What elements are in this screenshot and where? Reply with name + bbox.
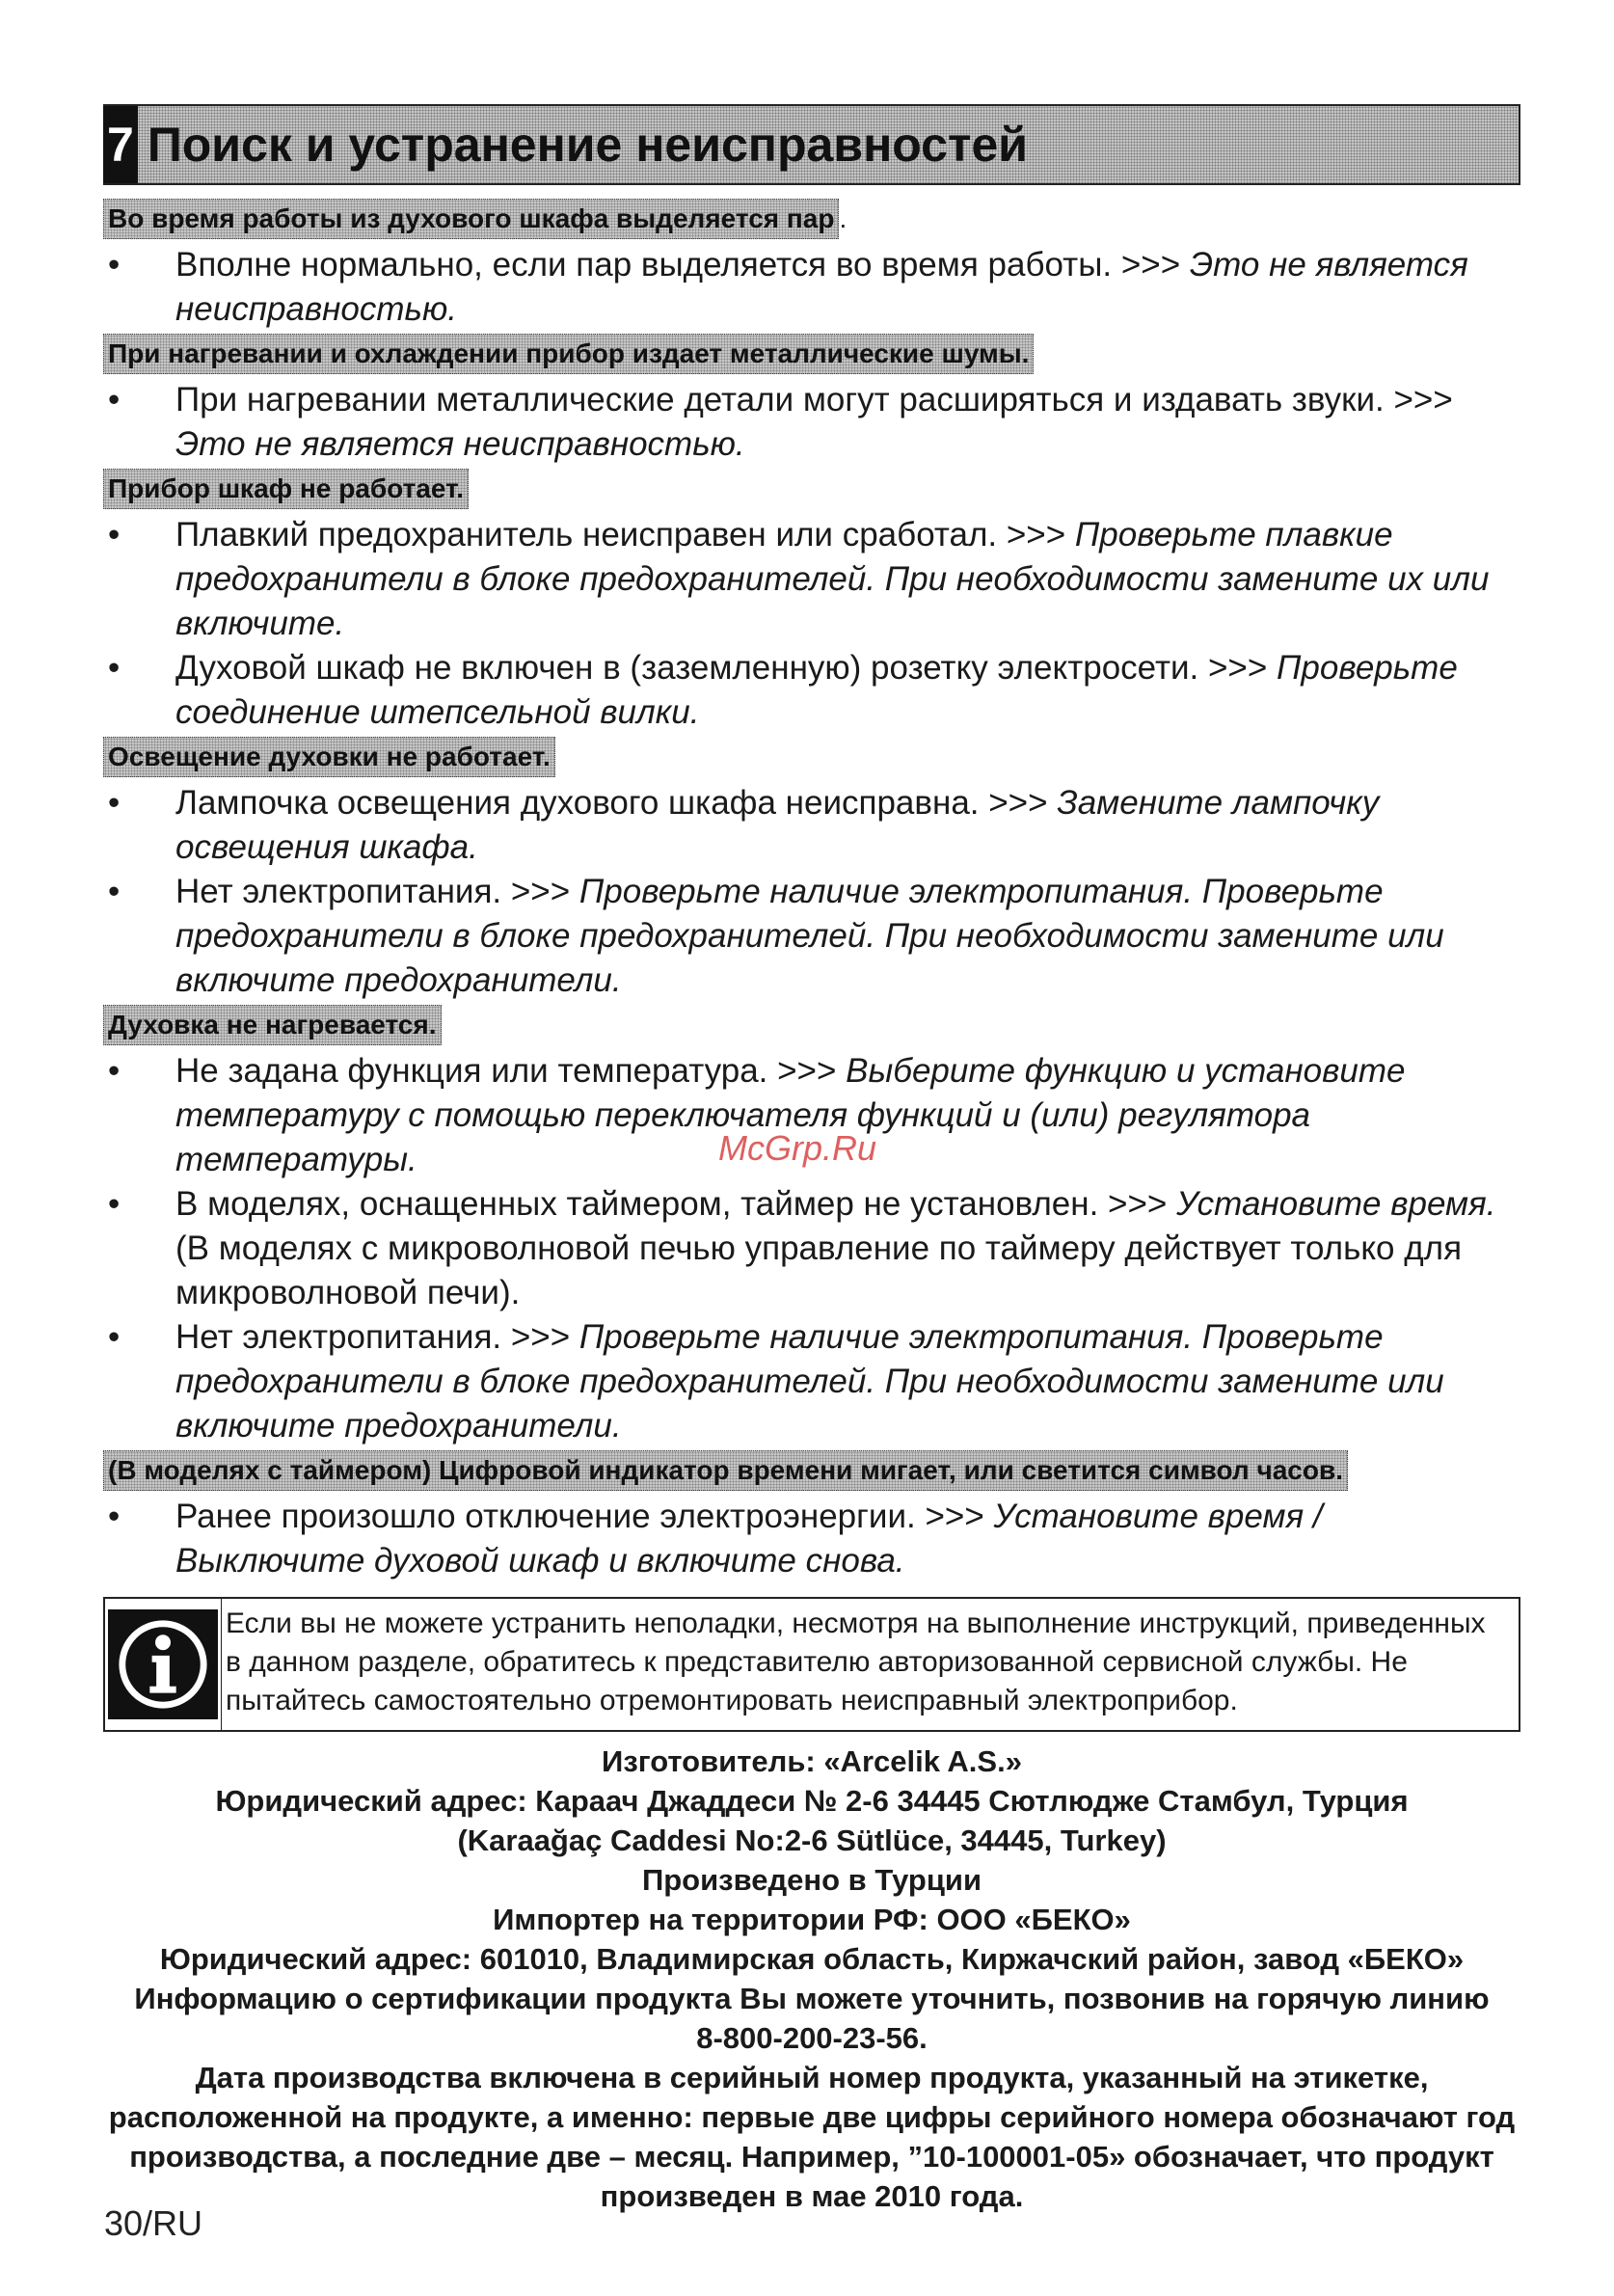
section-heading: Прибор шкаф не работает.: [103, 469, 469, 509]
list-item: [103, 646, 1520, 735]
section-heading-row: [103, 1450, 1520, 1491]
section-items: [103, 378, 1520, 467]
solution: Выберите функцию и установите температуру с помощью переключателя функций и (или) регулятора температуры.: [175, 1052, 1406, 1178]
solution: Проверьте наличие электропитания. Проверьте предохранители в блоке предохранителей. При необходимости замените или включите предохранители.: [175, 873, 1444, 999]
solution: Установите время / Выключите духовой шкаф и включите снова.: [175, 1498, 1323, 1580]
info-note-text: Если вы не можете устранить неполадки, несмотря на выполнение инструкций, приведенных в данном разделе, обратитесь к представителю авторизованной сервисной службы. Не пытайтесь самостоятельно отремонтировать неисправный электроприбор.: [226, 1607, 1486, 1716]
manufacturer-line: 8-800-200-23-56.: [696, 2021, 928, 2055]
section-heading: (В моделях с таймером) Цифровой индикатор времени мигает, или светится символ часов.: [103, 1450, 1348, 1491]
bullet: •: [108, 1498, 121, 1535]
problem-cause: Нет электропитания. >>>: [175, 873, 571, 910]
section-heading-row: [103, 199, 1520, 239]
list-item: [103, 243, 1520, 332]
section-items: [103, 1495, 1520, 1583]
bullet: •: [108, 784, 121, 822]
troubleshooting-sections: [103, 199, 1520, 1583]
watermark: McGrp.Ru: [718, 1128, 877, 1168]
bullet: •: [108, 246, 121, 284]
solution: Замените лампочку освещения шкафа.: [175, 784, 1380, 866]
chapter-title: Поиск и устранение неисправностей: [147, 118, 1028, 172]
manufacturer-line: Юридический адрес: 601010, Владимирская область, Киржачский район, завод «БЕКО»: [159, 1942, 1465, 1976]
page-number: 30/RU: [104, 2203, 203, 2243]
chapter-header: [103, 104, 1520, 185]
problem-cause: Духовой шкаф не включен в (заземленную) розетку электросети. >>>: [175, 649, 1268, 687]
item-extra-note: (В моделях с микроволновой печью управление по таймеру действует только для микроволновой печи).: [175, 1229, 1463, 1311]
bullet: •: [108, 1318, 121, 1356]
chapter-number: 7: [103, 106, 138, 183]
list-item: [103, 513, 1520, 646]
problem-cause: В моделях, оснащенных таймером, таймер не установлен. >>>: [175, 1185, 1168, 1223]
list-item: [103, 781, 1520, 870]
manufacturer-line: Произведено в Турции: [641, 1863, 982, 1897]
manufacturer-line: (Karaağaç Caddesi No:2-6 Sütlüce, 34445, Turkey): [457, 1823, 1167, 1857]
list-item: [103, 870, 1520, 1003]
bullet: •: [108, 649, 121, 687]
bullet: •: [108, 1052, 121, 1090]
list-item: [103, 1495, 1520, 1583]
section-heading-row: [103, 1005, 1520, 1045]
manufacturer-line: Информацию о сертификации продукта Вы можете уточнить, позвонив на горячую линию: [134, 1982, 1490, 2015]
problem-cause: Не задана функция или температура. >>>: [175, 1052, 837, 1090]
bullet: •: [108, 1185, 121, 1223]
manufacturer-line: Импортер на территории РФ: ООО «БЕКО»: [493, 1903, 1131, 1936]
section-heading-suffix: .: [839, 203, 847, 233]
manufacturer-line: Дата производства включена в серийный номер продукта, указанный на этикетке, расположенной на продукте, а именно: первые две цифры серийного номера обозначают год производства, а последние две – месяц. Например, ”10-100001-05» обозначает, что продукт произведен в мае 2010 года.: [108, 2061, 1516, 2213]
problem-cause: При нагревании металлические детали могут расширяться и издавать звуки. >>>: [175, 381, 1453, 419]
section-heading: Духовка не нагревается.: [103, 1005, 442, 1045]
list-item: [103, 1315, 1520, 1448]
bullet: •: [108, 381, 121, 419]
bullet: •: [108, 873, 121, 910]
info-icon: [105, 1599, 222, 1730]
section-items: [103, 1049, 1520, 1448]
bullet: •: [108, 516, 121, 554]
solution: Проверьте соединение штепсельной вилки.: [175, 649, 1458, 731]
manufacturer-info: [103, 1742, 1520, 2216]
problem-cause: Ранее произошло отключение электроэнергии. >>>: [175, 1498, 984, 1535]
manufacturer-line: Изготовитель: «Arcelik A.S.»: [602, 1744, 1022, 1778]
section-heading-row: [103, 334, 1520, 374]
section-heading-row: [103, 737, 1520, 777]
info-note: [103, 1597, 1520, 1732]
problem-cause: Лампочка освещения духового шкафа неисправна. >>>: [175, 784, 1048, 822]
solution: Это не является неисправностью.: [175, 425, 745, 463]
solution: Проверьте плавкие предохранители в блоке предохранителей. При необходимости замените их или включите.: [175, 516, 1490, 642]
solution: Установите время.: [1176, 1185, 1496, 1223]
section-items: [103, 243, 1520, 332]
solution: Проверьте наличие электропитания. Проверьте предохранители в блоке предохранителей. При необходимости замените или включите предохранители.: [175, 1318, 1444, 1445]
section-heading-row: [103, 469, 1520, 509]
section-heading: При нагревании и охлаждении прибор издает металлические шумы.: [103, 334, 1034, 374]
problem-cause: Плавкий предохранитель неисправен или сработал. >>>: [175, 516, 1066, 554]
section-items: [103, 513, 1520, 735]
section-heading: Во время работы из духового шкафа выделяется пар: [103, 199, 839, 239]
problem-cause: Вполне нормально, если пар выделяется во время работы. >>>: [175, 246, 1181, 284]
list-item: [103, 378, 1520, 467]
problem-cause: Нет электропитания. >>>: [175, 1318, 571, 1356]
list-item: [103, 1182, 1520, 1315]
section-items: [103, 781, 1520, 1003]
section-heading: Освещение духовки не работает.: [103, 737, 555, 777]
solution: Это не является неисправностью.: [175, 246, 1468, 328]
manufacturer-line: Юридический адрес: Караач Джаддеси № 2-6 34445 Сютлюдже Стамбул, Турция: [215, 1784, 1409, 1818]
